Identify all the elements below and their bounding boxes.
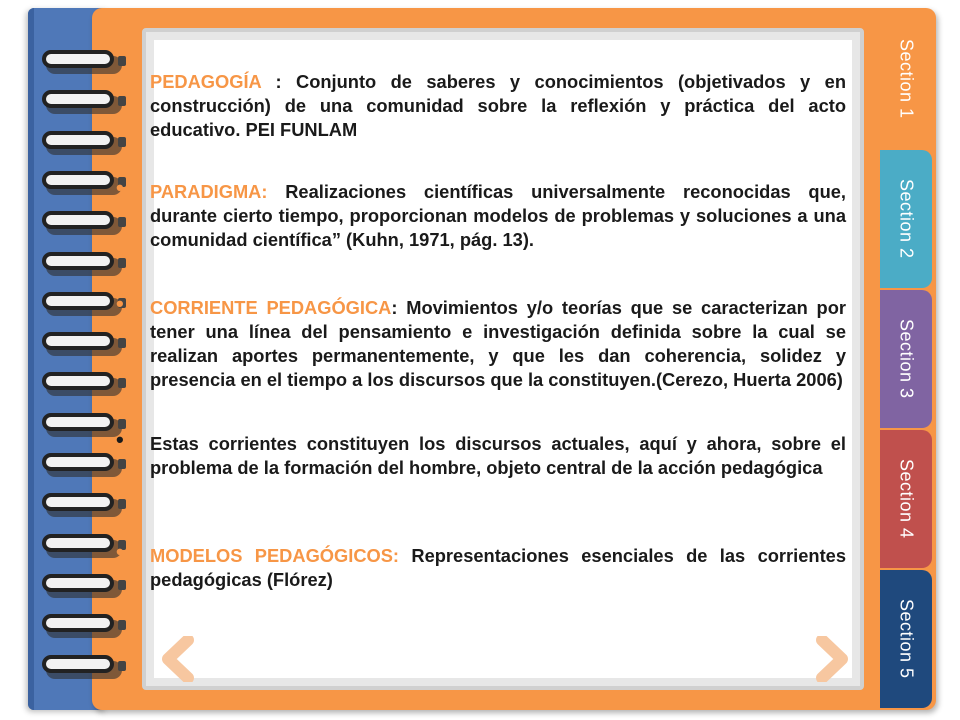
spiral-binding [38, 50, 128, 690]
previous-button[interactable] [158, 636, 198, 682]
spiral-ring [42, 332, 124, 356]
keyword: PARADIGMA: [150, 181, 268, 202]
tab-label: Section 4 [896, 459, 917, 539]
bullet-icon: • [116, 427, 124, 452]
chevron-right-icon [812, 636, 852, 682]
bullet-icon: • [116, 539, 124, 564]
notebook-spine [28, 8, 34, 710]
spiral-ring [42, 131, 124, 155]
spiral-ring [42, 493, 124, 517]
bullet-icon: • [116, 291, 124, 316]
definition-pedagogia [150, 70, 846, 142]
tab-section-2[interactable] [880, 150, 932, 288]
tab-section-4[interactable] [880, 430, 932, 568]
spiral-ring [42, 372, 124, 396]
definition-modelos [116, 539, 846, 592]
tab-section-3[interactable] [880, 290, 932, 428]
tab-label: Section 1 [896, 39, 917, 119]
spiral-ring [42, 534, 124, 558]
tab-label: Section 2 [896, 179, 917, 259]
definition-text: : Conjunto de saberes y conocimientos (objetivados y en construcción) de una comunidad sobre la reflexión y práctica del acto educativo. PEI FUNLAM [150, 71, 846, 140]
definition-text: : Movimientos y/o teorías que se caracterizan por tener una línea del pensamiento e investigación definida sobre la cual se realizan aportes permanentemente, y que les dan coherencia, solidez y presencia en el tiempo a los discursos que la constituyen.(Cerezo, Huerta 2006) [150, 297, 846, 390]
definition-paradigma [116, 175, 846, 252]
spiral-ring [42, 252, 124, 276]
spiral-ring [42, 453, 124, 477]
definition-corriente [116, 291, 846, 392]
spiral-ring [42, 211, 124, 235]
note-text: Estas corrientes constituyen los discursos actuales, aquí y ahora, sobre el problema de la formación del hombre, objeto central de la acción pedagógica [150, 433, 846, 478]
spiral-ring [42, 90, 124, 114]
chevron-left-icon [158, 636, 198, 682]
definition-text: Representaciones esenciales de las corrientes pedagógicas (Flórez) [150, 545, 846, 590]
keyword: PEDAGOGÍA [150, 71, 262, 92]
next-button[interactable] [812, 636, 852, 682]
note-corrientes [116, 427, 846, 480]
spiral-ring [42, 413, 124, 437]
tab-label: Section 3 [896, 319, 917, 399]
bullet-icon: • [116, 175, 124, 200]
keyword: MODELOS PEDAGÓGICOS: [150, 545, 400, 566]
spiral-ring [42, 574, 124, 598]
spiral-ring [42, 171, 124, 195]
definition-text: Realizaciones científicas universalmente reconocidas que, durante cierto tiempo, proporcionan modelos de problemas y soluciones a una comunidad científica” (Kuhn, 1971, pág. 13). [150, 181, 846, 250]
tab-section-5[interactable] [880, 570, 932, 708]
keyword: CORRIENTE PEDAGÓGICA [150, 297, 392, 318]
spiral-ring [42, 50, 124, 74]
spiral-ring [42, 292, 124, 316]
spiral-ring [42, 655, 124, 679]
spiral-ring [42, 614, 124, 638]
tab-label: Section 5 [896, 599, 917, 679]
tab-section-1[interactable] [880, 10, 932, 148]
